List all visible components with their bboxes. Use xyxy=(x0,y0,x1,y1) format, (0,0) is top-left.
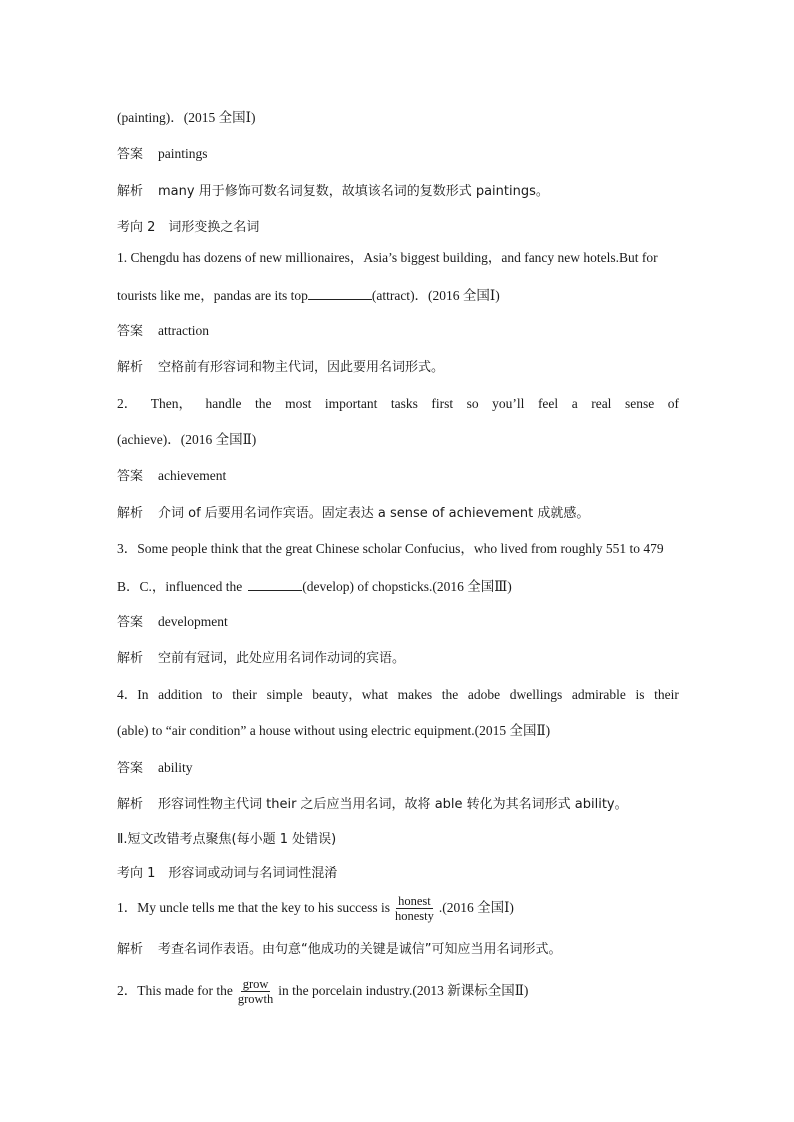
answer-label: 答案 xyxy=(117,761,144,776)
answer-line xyxy=(117,759,679,778)
question-line: (able) to “air condition” a house without using electric equipment.(2015 全国Ⅱ) xyxy=(117,723,551,738)
explanation-text: 考查名词作表语。由句意“他成功的关键是诚信”可知应当用名词形式。 xyxy=(158,942,562,957)
explanation-text: 空前有冠词，此处应用名词作动词的宾语。 xyxy=(158,651,406,666)
explanation-text: many 用于修饰可数名词复数，故填该名词的复数形式 paintings。 xyxy=(158,184,549,199)
explanation-label: 解析 xyxy=(117,942,144,957)
answer-text: ability xyxy=(158,760,193,775)
explanation-line xyxy=(117,795,679,814)
explanation-text: 介词 of 后要用名词作宾语。固定表达 a sense of achievement 成就感。 xyxy=(158,506,590,521)
answer-label: 答案 xyxy=(117,147,144,162)
answer-line xyxy=(117,467,679,486)
answer-text: paintings xyxy=(158,146,208,161)
paragraph-line: (painting)．(2015 全国Ⅰ) xyxy=(117,110,256,125)
answer-blank xyxy=(248,577,302,591)
answer-label: 答案 xyxy=(117,469,144,484)
explanation-text: 形容词性物主代词 their 之后应当用名词，故将 able 转化为其名词形式 ability。 xyxy=(158,797,628,812)
question-line: 4．In addition to their simple beauty，what makes the adobe dwellings admirable is their xyxy=(117,687,679,702)
correction-fraction xyxy=(236,977,275,1006)
question-line: 2． Then， handle the most important tasks first so you’ll feel a real sense of xyxy=(117,396,679,411)
answer-label: 答案 xyxy=(117,324,144,339)
original-word: honest xyxy=(398,894,431,909)
correction-fraction xyxy=(393,894,436,923)
answer-text: development xyxy=(158,614,228,629)
explanation-text: 空格前有形容词和物主代词，因此要用名词形式。 xyxy=(158,360,445,375)
answer-text: achievement xyxy=(158,468,227,483)
explanation-line xyxy=(117,649,679,668)
corrected-word: honesty xyxy=(394,909,434,924)
original-word: grow xyxy=(242,977,269,992)
question-line: tourists like me，pandas are its top (attract)．(2016 全国Ⅰ) xyxy=(117,288,500,303)
question-line: 1．My uncle tells me that the key to his success is $\frac{\text{honest}}{\text{honesty}}$ .(2016 全国Ⅰ) xyxy=(117,894,514,924)
answer-blank xyxy=(308,286,372,300)
explanation-label: 解析 xyxy=(117,184,144,199)
section-heading: Ⅱ.短文改错考点聚焦(每小题 1 处错误) xyxy=(117,832,337,847)
section-heading: 考向 1 形容词或动词与名词词性混淆 xyxy=(117,866,338,881)
explanation-line xyxy=(117,504,679,523)
explanation-label: 解析 xyxy=(117,797,144,812)
answer-label: 答案 xyxy=(117,615,144,630)
explanation-line xyxy=(117,358,679,377)
question-line: 3．Some people think that the great Chinese scholar Confucius，who lived from roughly 551 to 479 xyxy=(117,541,664,556)
explanation-label: 解析 xyxy=(117,506,144,521)
explanation-label: 解析 xyxy=(117,651,144,666)
question-line: B．C.，influenced the (develop) of chopsticks.(2016 全国Ⅲ) xyxy=(117,579,512,594)
explanation-label: 解析 xyxy=(117,360,144,375)
explanation-line xyxy=(117,940,679,959)
section-heading: 考向 2 词形变换之名词 xyxy=(117,220,260,235)
answer-line xyxy=(117,613,679,632)
corrected-word: growth xyxy=(237,992,274,1007)
answer-text: attraction xyxy=(158,323,209,338)
explanation-line xyxy=(117,182,679,201)
question-line: 2．This made for the $\frac{\text{grow}}{\text{growth}}$ in the porcelain industry.(2013 新课标全国Ⅱ) xyxy=(117,977,529,1007)
answer-line xyxy=(117,322,679,341)
question-line: (achieve)．(2016 全国Ⅱ) xyxy=(117,432,257,447)
question-line: 1. Chengdu has dozens of new millionaires，Asia’s biggest building，and fancy new hotels.But for xyxy=(117,250,658,265)
answer-line xyxy=(117,145,679,164)
